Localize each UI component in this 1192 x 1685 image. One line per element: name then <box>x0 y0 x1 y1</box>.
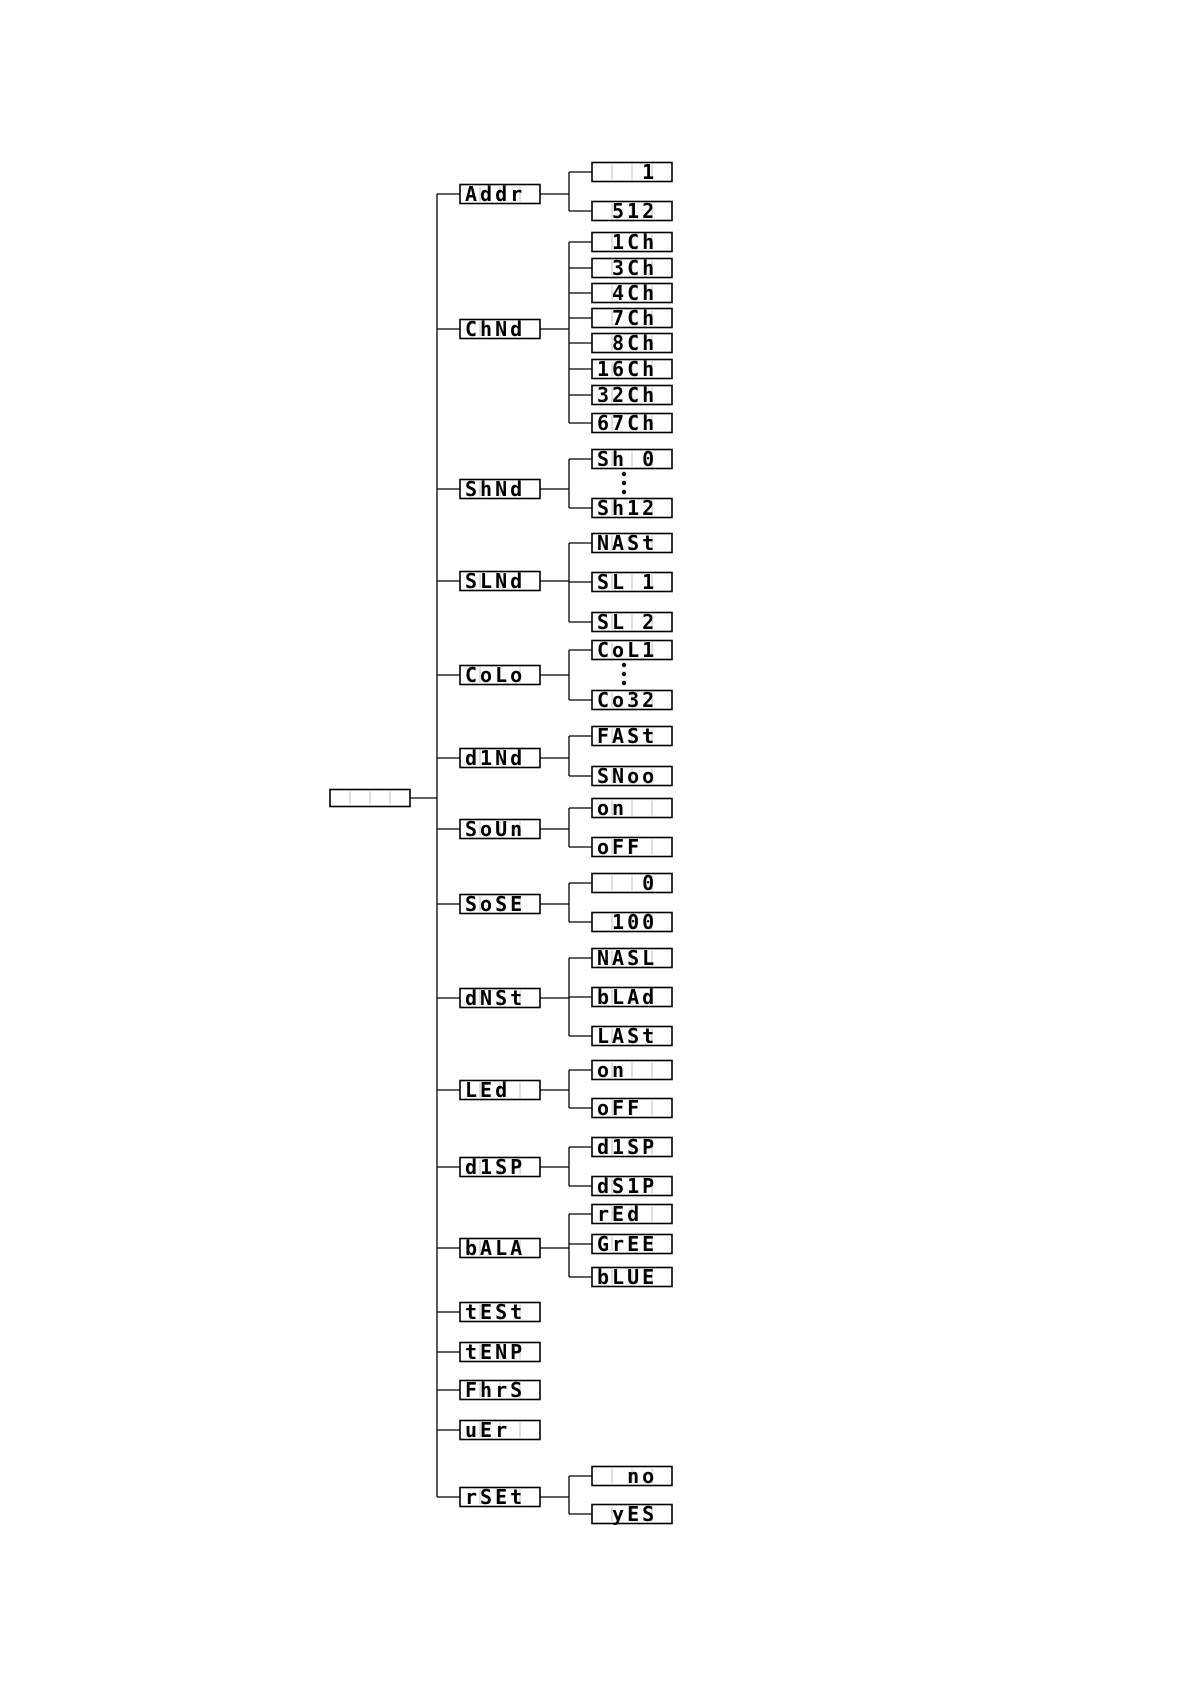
menu-item-3-option-0 <box>592 531 672 555</box>
menu-item-16-option-0 <box>592 1464 672 1488</box>
menu-item-16-option-1-text: yES <box>597 1502 658 1526</box>
menu-item-11-text: bALA <box>465 1236 526 1260</box>
menu-item-3-option-0-text: NASt <box>597 531 658 555</box>
menu-item-9-text: LEd <box>465 1078 526 1102</box>
menu-item-8-option-0-text: NASL <box>597 946 658 970</box>
menu-item-1 <box>460 317 540 341</box>
menu-item-7-option-1 <box>592 910 672 934</box>
menu-item-1-option-1-text: 3Ch <box>597 256 658 280</box>
menu-item-12 <box>460 1300 540 1324</box>
menu-item-2 <box>460 477 540 501</box>
menu-item-0 <box>460 182 540 206</box>
menu-item-14 <box>460 1378 540 1402</box>
menu-item-9 <box>460 1078 540 1102</box>
menu-item-5-option-1 <box>592 764 672 788</box>
menu-item-2-option-1 <box>592 496 672 520</box>
menu-item-8-text: dNSt <box>465 986 526 1010</box>
menu-item-3-option-2-text: SL 2 <box>597 610 658 634</box>
menu-item-4-option-1-text: Co32 <box>597 688 658 712</box>
menu-item-1-option-2-text: 4Ch <box>597 281 658 305</box>
menu-item-9-option-1-text: oFF <box>597 1096 658 1120</box>
root-box <box>330 790 410 807</box>
menu-item-4-ellipsis-dot <box>622 663 626 667</box>
menu-item-11 <box>460 1236 540 1260</box>
menu-item-16 <box>460 1485 540 1509</box>
menu-item-11-option-0 <box>592 1202 672 1226</box>
menu-item-6-option-1-text: oFF <box>597 835 658 859</box>
menu-item-1-option-5-text: 16Ch <box>597 357 658 381</box>
menu-item-11-option-2-text: bLUE <box>597 1265 658 1289</box>
menu-item-10-option-0 <box>592 1135 672 1159</box>
menu-item-5-option-1-text: SNoo <box>597 764 658 788</box>
menu-item-4-ellipsis-dot <box>622 681 626 685</box>
menu-item-4-option-0 <box>592 638 672 662</box>
menu-item-2-option-0 <box>592 447 672 471</box>
menu-item-1-option-2 <box>592 281 672 305</box>
menu-item-0-option-1 <box>592 199 672 223</box>
menu-item-4 <box>460 663 540 687</box>
menu-item-15-text: uEr <box>465 1418 526 1442</box>
menu-item-11-option-1-text: GrEE <box>597 1232 658 1256</box>
menu-item-1-option-6 <box>592 383 672 407</box>
menu-item-5 <box>460 746 540 770</box>
menu-item-1-text: ChNd <box>465 317 526 341</box>
menu-item-1-option-3 <box>592 306 672 330</box>
menu-item-8 <box>460 986 540 1010</box>
menu-item-11-option-1 <box>592 1232 672 1256</box>
menu-item-3-option-1 <box>592 570 672 594</box>
menu-item-6-option-1 <box>592 835 672 859</box>
menu-item-1-option-3-text: 7Ch <box>597 306 658 330</box>
menu-item-2-ellipsis-dot <box>622 490 626 494</box>
menu-item-11-option-0-text: rEd <box>597 1202 658 1226</box>
menu-item-2-option-0-text: Sh 0 <box>597 447 658 471</box>
menu-item-0-text: Addr <box>465 182 526 206</box>
menu-item-13-text: tENP <box>465 1340 526 1364</box>
menu-item-15 <box>460 1418 540 1442</box>
menu-item-7-option-1-text: 100 <box>597 910 658 934</box>
menu-item-2-option-1-text: Sh12 <box>597 496 658 520</box>
menu-item-6-option-0 <box>592 796 672 820</box>
menu-item-1-option-7-text: 67Ch <box>597 411 658 435</box>
menu-item-10-option-1-text: dS1P <box>597 1174 658 1198</box>
menu-item-1-option-1 <box>592 256 672 280</box>
menu-item-1-option-7 <box>592 411 672 435</box>
menu-item-4-ellipsis-dot <box>622 672 626 676</box>
menu-item-7-option-0 <box>592 871 672 895</box>
menu-item-4-option-1 <box>592 688 672 712</box>
menu-item-0-option-0-text: 1 <box>597 160 658 184</box>
menu-item-5-option-0 <box>592 724 672 748</box>
menu-item-10-option-0-text: d1SP <box>597 1135 658 1159</box>
menu-item-7 <box>460 892 540 916</box>
menu-item-4-option-0-text: CoL1 <box>597 638 658 662</box>
menu-item-1-option-4 <box>592 331 672 355</box>
menu-item-3-text: SLNd <box>465 569 526 593</box>
menu-item-1-option-0-text: 1Ch <box>597 230 658 254</box>
menu-item-1-option-0 <box>592 230 672 254</box>
menu-item-3 <box>460 569 540 593</box>
menu-item-16-text: rSEt <box>465 1485 526 1509</box>
menu-item-2-ellipsis-dot <box>622 472 626 476</box>
menu-item-8-option-1 <box>592 985 672 1009</box>
menu-item-2-ellipsis-dot <box>622 481 626 485</box>
menu-item-7-option-0-text: 0 <box>597 871 658 895</box>
menu-item-5-text: d1Nd <box>465 746 526 770</box>
menu-item-8-option-2 <box>592 1024 672 1048</box>
menu-item-0-option-1-text: 512 <box>597 199 658 223</box>
menu-item-7-text: SoSE <box>465 892 526 916</box>
menu-item-16-option-0-text: no <box>597 1464 658 1488</box>
menu-item-6 <box>460 817 540 841</box>
menu-item-1-option-4-text: 8Ch <box>597 331 658 355</box>
menu-item-6-option-0-text: on <box>597 796 658 820</box>
menu-item-3-option-2 <box>592 610 672 634</box>
menu-item-10 <box>460 1155 540 1179</box>
menu-item-8-option-2-text: LASt <box>597 1024 658 1048</box>
menu-item-8-option-0 <box>592 946 672 970</box>
menu-item-1-option-5 <box>592 357 672 381</box>
menu-item-9-option-0-text: on <box>597 1058 658 1082</box>
menu-item-4-text: CoLo <box>465 663 526 687</box>
menu-item-13 <box>460 1340 540 1364</box>
menu-item-10-option-1 <box>592 1174 672 1198</box>
menu-item-9-option-1 <box>592 1096 672 1120</box>
menu-item-10-text: d1SP <box>465 1155 526 1179</box>
menu-item-9-option-0 <box>592 1058 672 1082</box>
menu-item-2-text: ShNd <box>465 477 526 501</box>
menu-item-14-text: FhrS <box>465 1378 526 1402</box>
menu-item-11-option-2 <box>592 1265 672 1289</box>
menu-item-0-option-0 <box>592 160 672 184</box>
menu-item-3-option-1-text: SL 1 <box>597 570 658 594</box>
menu-item-16-option-1 <box>592 1502 672 1526</box>
menu-item-6-text: SoUn <box>465 817 526 841</box>
tree-nodes <box>330 160 672 1526</box>
menu-item-12-text: tESt <box>465 1300 526 1324</box>
menu-item-8-option-1-text: bLAd <box>597 985 658 1009</box>
menu-item-1-option-6-text: 32Ch <box>597 383 658 407</box>
menu-item-5-option-0-text: FASt <box>597 724 658 748</box>
